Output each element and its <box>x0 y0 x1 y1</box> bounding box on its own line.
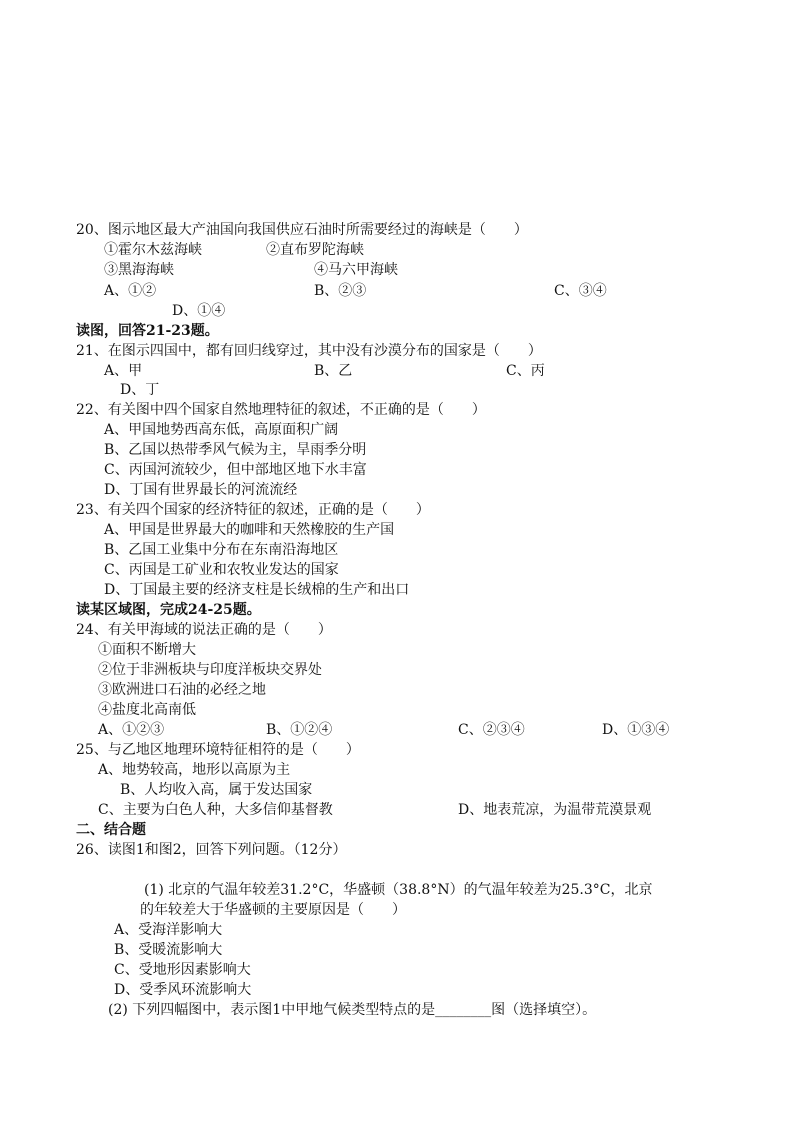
q25-option-a: A、地势较高，地形以高原为主 <box>98 762 291 778</box>
q20-option-a: A、①② <box>104 283 157 299</box>
q20-option-d: D、①④ <box>172 303 226 319</box>
q24-option-b: B、①②④ <box>266 722 333 738</box>
q21-option-c: C、丙 <box>506 363 545 379</box>
q26-option-c: C、受地形因素影响大 <box>114 962 251 978</box>
q24-item-2: ②位于非洲板块与印度洋板块交界处 <box>98 662 322 678</box>
q21-stem: 21、在图示四国中，都有回归线穿过，其中没有沙漠分布的国家是（ ） <box>76 343 542 359</box>
section-heading-21-23: 读图，回答21-23题。 <box>76 323 219 339</box>
q25-option-d: D、地表荒凉，为温带荒漠景观 <box>458 802 652 818</box>
q20-item-2: ②直布罗陀海峡 <box>266 242 364 258</box>
section-heading-24-25: 读某区域图，完成24-25题。 <box>76 602 261 618</box>
q26-part2: (2) 下列四幅图中，表示图1中甲地气候类型特点的是________图（选择填空）。 <box>108 1002 597 1018</box>
q26-option-a: A、受海洋影响大 <box>114 922 223 938</box>
q24-item-4: ④盐度北高南低 <box>98 702 196 718</box>
q22-option-b: B、乙国以热带季风气候为主，旱雨季分明 <box>104 442 367 458</box>
q24-option-c: C、②③④ <box>458 722 525 738</box>
q20-item-1: ①霍尔木兹海峡 <box>104 242 202 258</box>
q23-option-d: D、丁国最主要的经济支柱是长绒棉的生产和出口 <box>104 582 410 598</box>
q24-item-3: ③欧洲进口石油的必经之地 <box>98 682 266 698</box>
q22-stem: 22、有关图中四个国家自然地理特征的叙述，不正确的是（ ） <box>76 402 486 418</box>
q24-option-a: A、①②③ <box>98 722 165 738</box>
q24-option-d: D、①③④ <box>602 722 670 738</box>
q24-item-1: ①面积不断增大 <box>98 642 196 658</box>
q26-part1-line2: 的年较差大于华盛顿的主要原因是（ ） <box>140 902 406 918</box>
q25-option-c: C、主要为白色人种，大多信仰基督教 <box>98 802 333 818</box>
q26-part1-line1: (1) 北京的气温年较差31.2°C，华盛顿（38.8°N）的气温年较差为25.3°C，北京 <box>144 882 653 898</box>
q22-option-a: A、甲国地势西高东低，高原面积广阔 <box>104 422 339 438</box>
q21-option-b: B、乙 <box>314 363 353 379</box>
q26-option-b: B、受暖流影响大 <box>114 942 223 958</box>
q26-option-d: D、受季风环流影响大 <box>114 982 252 998</box>
q25-stem: 25、与乙地区地理环境特征相符的是（ ） <box>76 742 360 758</box>
q23-stem: 23、有关四个国家的经济特征的叙述，正确的是（ ） <box>76 502 430 518</box>
q23-option-a: A、甲国是世界最大的咖啡和天然橡胶的生产国 <box>104 522 395 538</box>
q20-stem: 20、图示地区最大产油国向我国供应石油时所需要经过的海峡是（ ） <box>76 222 528 238</box>
q23-option-b: B、乙国工业集中分布在东南沿海地区 <box>104 542 339 558</box>
q20-item-4: ④马六甲海峡 <box>314 262 398 278</box>
q20-option-b: B、②③ <box>314 283 367 299</box>
q24-stem: 24、有关甲海域的说法正确的是（ ） <box>76 622 332 638</box>
q20-item-3: ③黑海海峡 <box>104 262 174 278</box>
q23-option-c: C、丙国是工矿业和农牧业发达的国家 <box>104 562 339 578</box>
q21-option-d: D、丁 <box>120 382 160 398</box>
section-heading-combined: 二、结合题 <box>76 822 146 838</box>
q22-option-d: D、丁国有世界最长的河流流经 <box>104 482 298 498</box>
q25-option-b: B、人均收入高，属于发达国家 <box>120 782 313 798</box>
q20-option-c: C、③④ <box>554 283 607 299</box>
q26-stem: 26、读图1和图2，回答下列问题。（12分） <box>76 842 347 858</box>
q21-option-a: A、甲 <box>104 363 143 379</box>
q22-option-c: C、丙国河流较少，但中部地区地下水丰富 <box>104 462 367 478</box>
